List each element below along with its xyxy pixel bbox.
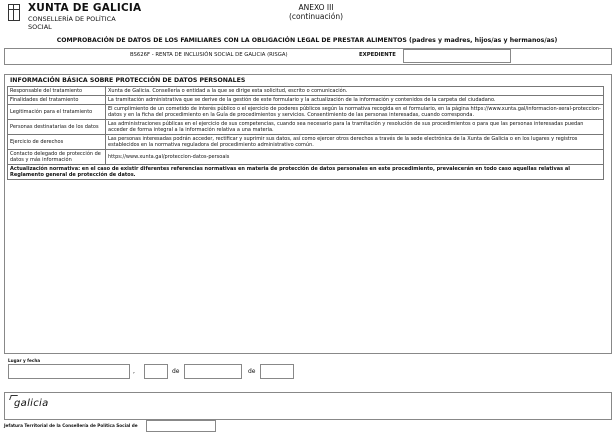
table-row xyxy=(8,165,604,180)
day-field[interactable] xyxy=(144,364,168,379)
procedure-bar xyxy=(4,48,612,65)
annex-subtitle: (continuación) xyxy=(289,12,343,21)
row-key: Legitimación para el tratamiento xyxy=(8,105,106,120)
place-field[interactable] xyxy=(8,364,130,379)
expediente-field[interactable] xyxy=(403,49,511,63)
row-value: La tramitación administrativa que se derive de la gestión de este formulario y la actualización de la información y contenidos de la carpeta del ciudadano. xyxy=(106,96,604,105)
xunta-logo-icon xyxy=(8,4,20,21)
logo-subtitle xyxy=(28,15,116,31)
logo-subtitle-line1: CONSELLERÍA DE POLÍTICA xyxy=(28,15,116,23)
row-value: Las administraciones públicas en el ejercicio de sus competencias, cuando sea necesario para la tramitación y resolución de sus procedimientos o para que las personas interesadas puedan acceder de forma integral a la información relativa a una materia. xyxy=(106,120,604,135)
place-date-label: Lugar y fecha xyxy=(8,358,41,363)
de-separator-2: de xyxy=(248,368,256,375)
form-title: COMPROBACIÓN DE DATOS DE LOS FAMILIARES CON LA OBLIGACIÓN LEGAL DE PRESTAR ALIMENTOS (padres y madres, hijos/as y hermanos/as) xyxy=(56,37,558,44)
signature-section xyxy=(4,392,612,420)
normative-update: Actualización normativa: en el caso de existir diferentes referencias normativas en materia de protección de datos personales en este procedimiento, prevalecerán en todo caso aquellas relativas al Reglamento general de protección de datos. xyxy=(8,165,604,180)
procedure-code: BS626F - RENTA DE INCLUSIÓN SOCIAL DE GALICIA (RISGA) xyxy=(130,52,288,58)
logo-title: XUNTA DE GALICIA xyxy=(28,2,142,14)
table-row xyxy=(8,135,604,150)
row-value: El cumplimiento de un cometido de interés público o el ejercicio de poderes públicos según la normativa recogida en el formulario, en la página https://www.xunta.gal/informacion-xeral-proteccion-datos y en la ficha del procedimiento en la Guía de procedimientos y servicios. Consentimiento de las personas interesadas, cuando corresponda. xyxy=(106,105,604,120)
row-value: Las personas interesadas podrán acceder, rectificar y suprimir sus datos, así como ejercer otros derechos a través de la sede electrónica de la Xunta de Galicia o en los lugares y registros establecidos en la normativa reguladora del procedimiento administrativo común. xyxy=(106,135,604,150)
year-field[interactable] xyxy=(260,364,294,379)
table-row xyxy=(8,105,604,120)
table-row xyxy=(8,120,604,135)
data-protection-title: INFORMACIÓN BÁSICA SOBRE PROTECCIÓN DE DATOS PERSONALES xyxy=(10,77,246,84)
row-value: https://www.xunta.gal/proteccion-datos-persoais xyxy=(106,150,604,165)
annex-heading xyxy=(286,3,346,21)
row-key: Responsable del tratamiento xyxy=(8,87,106,96)
logo-subtitle-line2: SOCIAL xyxy=(28,23,52,31)
table-row xyxy=(8,87,604,96)
expediente-label: EXPEDIENTE xyxy=(359,52,396,58)
de-separator-1: de xyxy=(172,368,180,375)
row-value: Xunta de Galicia. Consellería o entidad a la que se dirige esta solicitud, escrito o comunicación. xyxy=(106,87,604,96)
month-field[interactable] xyxy=(184,364,242,379)
row-key: Personas destinatarias de los datos xyxy=(8,120,106,135)
comma-separator: , xyxy=(133,368,135,375)
jefatura-label: Jefatura Territorial de la Consellería de Política Social de xyxy=(4,423,138,428)
data-protection-table xyxy=(7,86,604,180)
row-key: Ejercicio de derechos xyxy=(8,135,106,150)
row-key: Finalidades del tratamiento xyxy=(8,96,106,105)
galicia-logo: galicia xyxy=(14,398,49,409)
row-key: Contacto delegado de protección de datos y más información xyxy=(8,150,106,165)
jefatura-field[interactable] xyxy=(146,420,216,432)
table-row xyxy=(8,150,604,165)
table-row xyxy=(8,96,604,105)
annex-title: ANEXO III xyxy=(298,3,334,12)
